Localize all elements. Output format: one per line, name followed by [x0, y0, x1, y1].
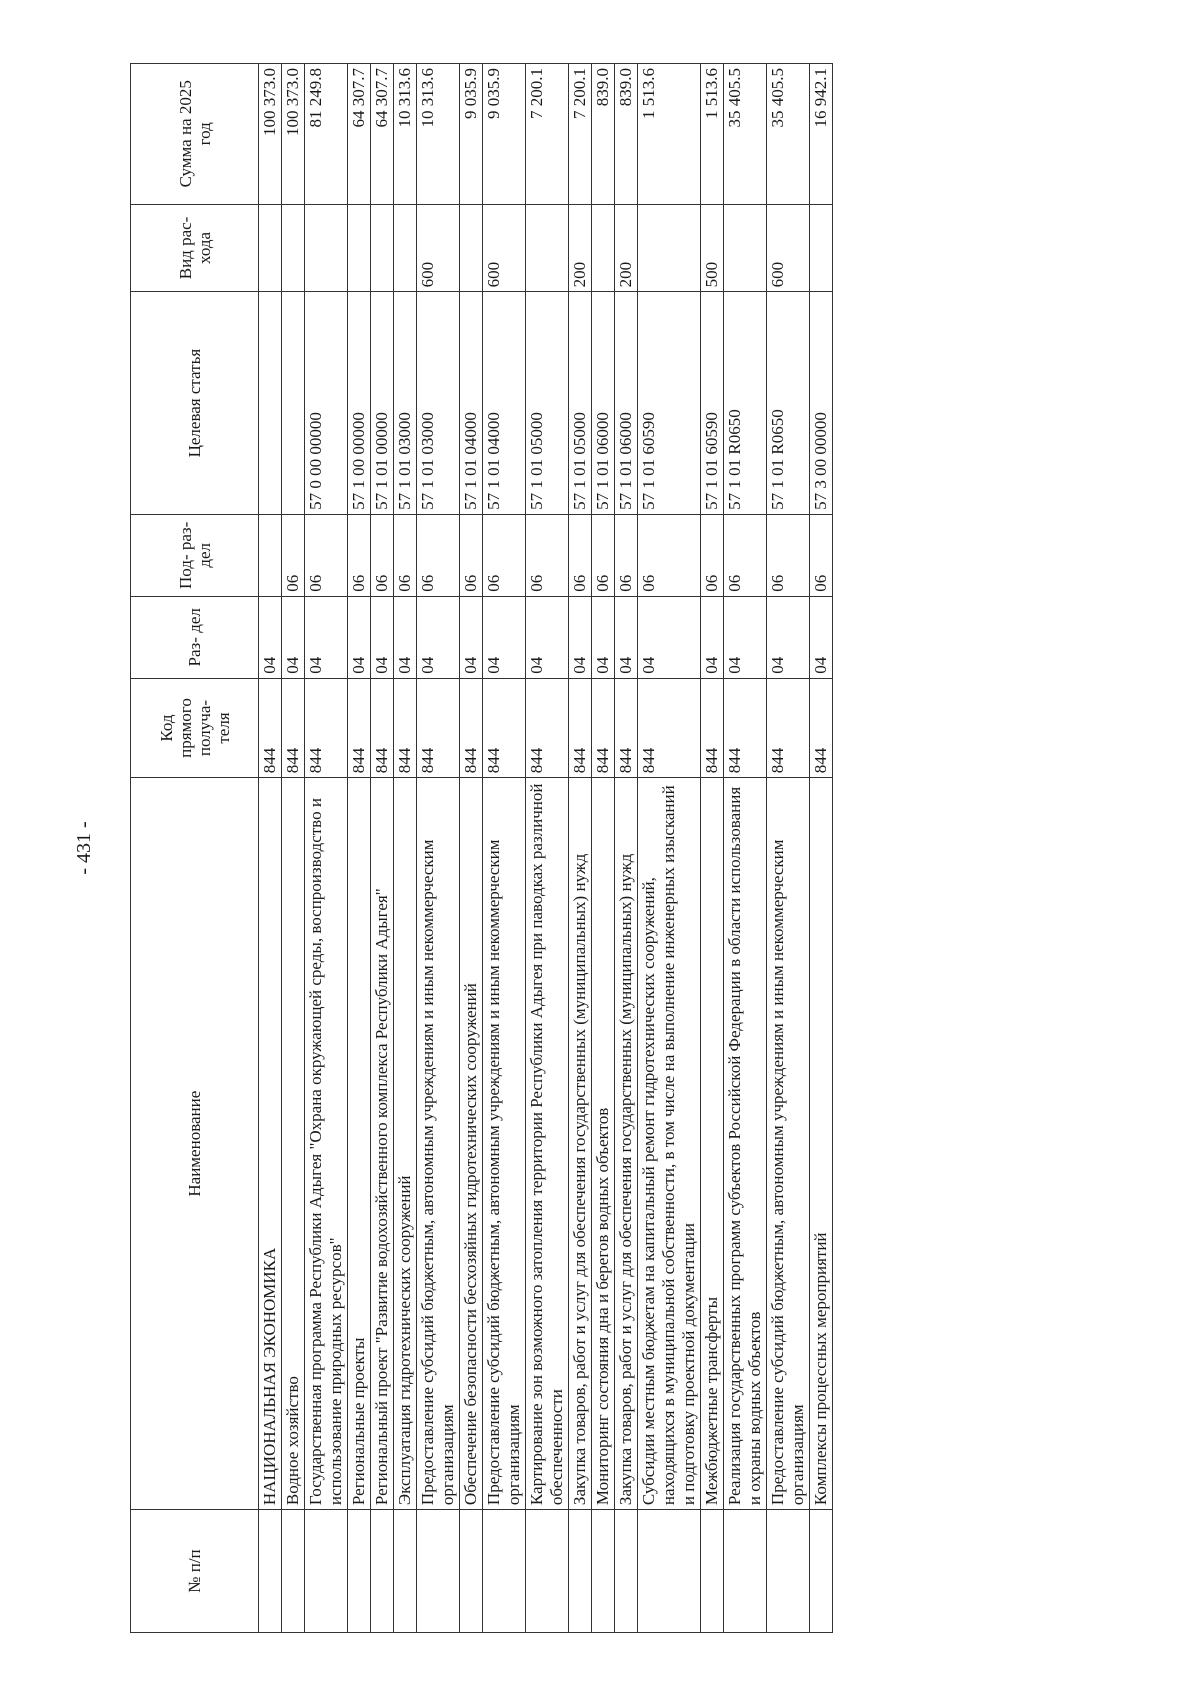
cell-recipient-code: 844 [767, 678, 810, 778]
header-expense-type: Вид рас- хода [131, 204, 259, 292]
cell-expense-type: 500 [701, 204, 724, 292]
cell-expense-type: 600 [767, 204, 810, 292]
cell-amount: 839.0 [615, 64, 638, 205]
table-row [638, 64, 701, 1633]
cell-name: Водное хозяйство [282, 778, 305, 1510]
cell-section: 04 [767, 596, 810, 678]
cell-name: Мониторинг состояния дна и берегов водных объектов [592, 778, 615, 1510]
cell-subsection: 06 [724, 514, 767, 596]
cell-target-article [282, 292, 305, 514]
cell-expense-type [810, 204, 833, 292]
cell-num [569, 1510, 592, 1633]
cell-section: 04 [483, 596, 526, 678]
budget-table [130, 63, 833, 1633]
cell-amount: 7 200.1 [569, 64, 592, 205]
cell-num [638, 1510, 701, 1633]
cell-recipient-code: 844 [810, 678, 833, 778]
cell-num [417, 1510, 460, 1633]
header-amount-2025: Сумма на 2025 год [131, 64, 259, 205]
cell-recipient-code: 844 [569, 678, 592, 778]
cell-name: Закупка товаров, работ и услуг для обеспечения государственных (муниципальных) нужд [615, 778, 638, 1510]
cell-subsection: 06 [592, 514, 615, 596]
header-name: Наименование [131, 778, 259, 1510]
cell-section: 04 [305, 596, 348, 678]
cell-amount: 35 405.5 [724, 64, 767, 205]
budget-table-sheet [130, 63, 1160, 1633]
cell-num [592, 1510, 615, 1633]
cell-recipient-code: 844 [615, 678, 638, 778]
cell-target-article: 57 1 01 06000 [592, 292, 615, 514]
header-subsection: Под- раз- дел [131, 514, 259, 596]
cell-name: Комплексы процессных мероприятий [810, 778, 833, 1510]
cell-name: Предоставление субсидий бюджетным, автономным учреждениям и иным некоммерческим организациям [483, 778, 526, 1510]
cell-section: 04 [569, 596, 592, 678]
cell-subsection: 06 [767, 514, 810, 596]
cell-num [394, 1510, 417, 1633]
cell-target-article: 57 1 01 06000 [615, 292, 638, 514]
table-row [259, 64, 282, 1633]
cell-name: Эксплуатация гидротехнических сооружений [394, 778, 417, 1510]
cell-num [259, 1510, 282, 1633]
page-number: - 431 - [73, 821, 95, 875]
cell-expense-type [724, 204, 767, 292]
cell-target-article: 57 1 00 00000 [348, 292, 371, 514]
cell-target-article: 57 1 01 03000 [417, 292, 460, 514]
cell-recipient-code: 844 [483, 678, 526, 778]
cell-recipient-code: 844 [724, 678, 767, 778]
cell-target-article: 57 0 00 00000 [305, 292, 348, 514]
cell-recipient-code: 844 [526, 678, 569, 778]
cell-target-article: 57 1 01 R0650 [724, 292, 767, 514]
cell-recipient-code: 844 [460, 678, 483, 778]
cell-section: 04 [259, 596, 282, 678]
cell-target-article: 57 1 01 04000 [460, 292, 483, 514]
cell-recipient-code: 844 [638, 678, 701, 778]
cell-amount: 16 942.1 [810, 64, 833, 205]
cell-section: 04 [371, 596, 394, 678]
cell-subsection: 06 [282, 514, 305, 596]
table-row [394, 64, 417, 1633]
cell-subsection: 06 [638, 514, 701, 596]
cell-target-article: 57 1 01 03000 [394, 292, 417, 514]
cell-expense-type [638, 204, 701, 292]
cell-expense-type [526, 204, 569, 292]
cell-target-article: 57 1 01 60590 [638, 292, 701, 514]
cell-recipient-code: 844 [348, 678, 371, 778]
cell-num [483, 1510, 526, 1633]
cell-num [371, 1510, 394, 1633]
cell-subsection: 06 [483, 514, 526, 596]
cell-section: 04 [615, 596, 638, 678]
table-row [592, 64, 615, 1633]
cell-section: 04 [282, 596, 305, 678]
cell-subsection: 06 [371, 514, 394, 596]
cell-name: Предоставление субсидий бюджетным, автономным учреждениям и иным некоммерческим организациям [767, 778, 810, 1510]
table-row [724, 64, 767, 1633]
cell-recipient-code: 844 [592, 678, 615, 778]
cell-num [724, 1510, 767, 1633]
cell-expense-type: 600 [417, 204, 460, 292]
cell-section: 04 [701, 596, 724, 678]
table-row [526, 64, 569, 1633]
cell-section: 04 [417, 596, 460, 678]
cell-name: Государственная программа Республики Адыгея "Охрана окружающей среды, воспроизводство и использование природных ресурсов" [305, 778, 348, 1510]
cell-expense-type [592, 204, 615, 292]
cell-subsection: 06 [526, 514, 569, 596]
table-header-row [131, 64, 259, 1633]
cell-amount: 9 035.9 [483, 64, 526, 205]
cell-name: Субсидии местным бюджетам на капитальный ремонт гидротехнических сооружений, находящихся в муниципальной собственности, в том числе на выполнение инженерных изысканий и подготовку проектной документации [638, 778, 701, 1510]
cell-expense-type [371, 204, 394, 292]
header-num: № п/п [131, 1510, 259, 1633]
cell-num [767, 1510, 810, 1633]
cell-name: Предоставление субсидий бюджетным, автономным учреждениям и иным некоммерческим организациям [417, 778, 460, 1510]
cell-num [460, 1510, 483, 1633]
cell-subsection: 06 [394, 514, 417, 596]
table-row [767, 64, 810, 1633]
cell-name: Межбюджетные трансферты [701, 778, 724, 1510]
cell-recipient-code: 844 [305, 678, 348, 778]
cell-amount: 100 373.0 [259, 64, 282, 205]
cell-num [282, 1510, 305, 1633]
cell-recipient-code: 844 [371, 678, 394, 778]
cell-num [615, 1510, 638, 1633]
header-section: Раз- дел [131, 596, 259, 678]
cell-subsection: 06 [348, 514, 371, 596]
cell-expense-type [305, 204, 348, 292]
table-row [348, 64, 371, 1633]
table-row [701, 64, 724, 1633]
cell-section: 04 [724, 596, 767, 678]
cell-amount: 64 307.7 [371, 64, 394, 205]
cell-subsection [259, 514, 282, 596]
cell-expense-type: 200 [615, 204, 638, 292]
cell-section: 04 [348, 596, 371, 678]
cell-recipient-code: 844 [282, 678, 305, 778]
cell-name: Региональный проект "Развитие водохозяйственного комплекса Республики Адыгея" [371, 778, 394, 1510]
cell-target-article: 57 1 01 60590 [701, 292, 724, 514]
cell-amount: 1 513.6 [701, 64, 724, 205]
cell-name: Картирование зон возможного затопления территории Республики Адыгея при паводках различной обеспеченности [526, 778, 569, 1510]
cell-amount: 64 307.7 [348, 64, 371, 205]
cell-recipient-code: 844 [394, 678, 417, 778]
header-recipient-code: Код прямого получа- теля [131, 678, 259, 778]
cell-amount: 1 513.6 [638, 64, 701, 205]
cell-target-article: 57 1 01 04000 [483, 292, 526, 514]
cell-expense-type [348, 204, 371, 292]
cell-name: Обеспечение безопасности бесхозяйных гидротехнических сооружений [460, 778, 483, 1510]
table-row [371, 64, 394, 1633]
table-row [417, 64, 460, 1633]
cell-target-article: 57 1 01 05000 [569, 292, 592, 514]
cell-section: 04 [810, 596, 833, 678]
table-row [810, 64, 833, 1633]
cell-name: НАЦИОНАЛЬНАЯ ЭКОНОМИКА [259, 778, 282, 1510]
table-row [460, 64, 483, 1633]
cell-num [526, 1510, 569, 1633]
cell-expense-type [394, 204, 417, 292]
cell-amount: 81 249.8 [305, 64, 348, 205]
table-row [615, 64, 638, 1633]
cell-target-article: 57 1 01 00000 [371, 292, 394, 514]
cell-name: Реализация государственных программ субъектов Российской Федерации в области использования и охраны водных объектов [724, 778, 767, 1510]
cell-name: Региональные проекты [348, 778, 371, 1510]
cell-expense-type [259, 204, 282, 292]
cell-amount: 35 405.5 [767, 64, 810, 205]
cell-subsection: 06 [305, 514, 348, 596]
cell-num [348, 1510, 371, 1633]
cell-expense-type [282, 204, 305, 292]
cell-subsection: 06 [615, 514, 638, 596]
cell-recipient-code: 844 [701, 678, 724, 778]
cell-section: 04 [592, 596, 615, 678]
cell-num [810, 1510, 833, 1633]
cell-amount: 100 373.0 [282, 64, 305, 205]
cell-num [701, 1510, 724, 1633]
cell-subsection: 06 [417, 514, 460, 596]
table-row [282, 64, 305, 1633]
header-target-article: Целевая статья [131, 292, 259, 514]
cell-expense-type [460, 204, 483, 292]
cell-expense-type: 600 [483, 204, 526, 292]
cell-amount: 9 035.9 [460, 64, 483, 205]
cell-target-article: 57 1 01 05000 [526, 292, 569, 514]
cell-subsection: 06 [701, 514, 724, 596]
cell-subsection: 06 [810, 514, 833, 596]
cell-name: Закупка товаров, работ и услуг для обеспечения государственных (муниципальных) нужд [569, 778, 592, 1510]
cell-section: 04 [638, 596, 701, 678]
cell-recipient-code: 844 [259, 678, 282, 778]
cell-target-article: 57 1 01 R0650 [767, 292, 810, 514]
cell-num [305, 1510, 348, 1633]
table-row [569, 64, 592, 1633]
table-row [483, 64, 526, 1633]
table-row [305, 64, 348, 1633]
cell-section: 04 [460, 596, 483, 678]
cell-subsection: 06 [569, 514, 592, 596]
cell-subsection: 06 [460, 514, 483, 596]
cell-target-article: 57 3 00 00000 [810, 292, 833, 514]
cell-amount: 10 313.6 [394, 64, 417, 205]
cell-target-article [259, 292, 282, 514]
cell-section: 04 [394, 596, 417, 678]
cell-expense-type: 200 [569, 204, 592, 292]
cell-section: 04 [526, 596, 569, 678]
cell-amount: 7 200.1 [526, 64, 569, 205]
cell-amount: 839.0 [592, 64, 615, 205]
cell-amount: 10 313.6 [417, 64, 460, 205]
cell-recipient-code: 844 [417, 678, 460, 778]
